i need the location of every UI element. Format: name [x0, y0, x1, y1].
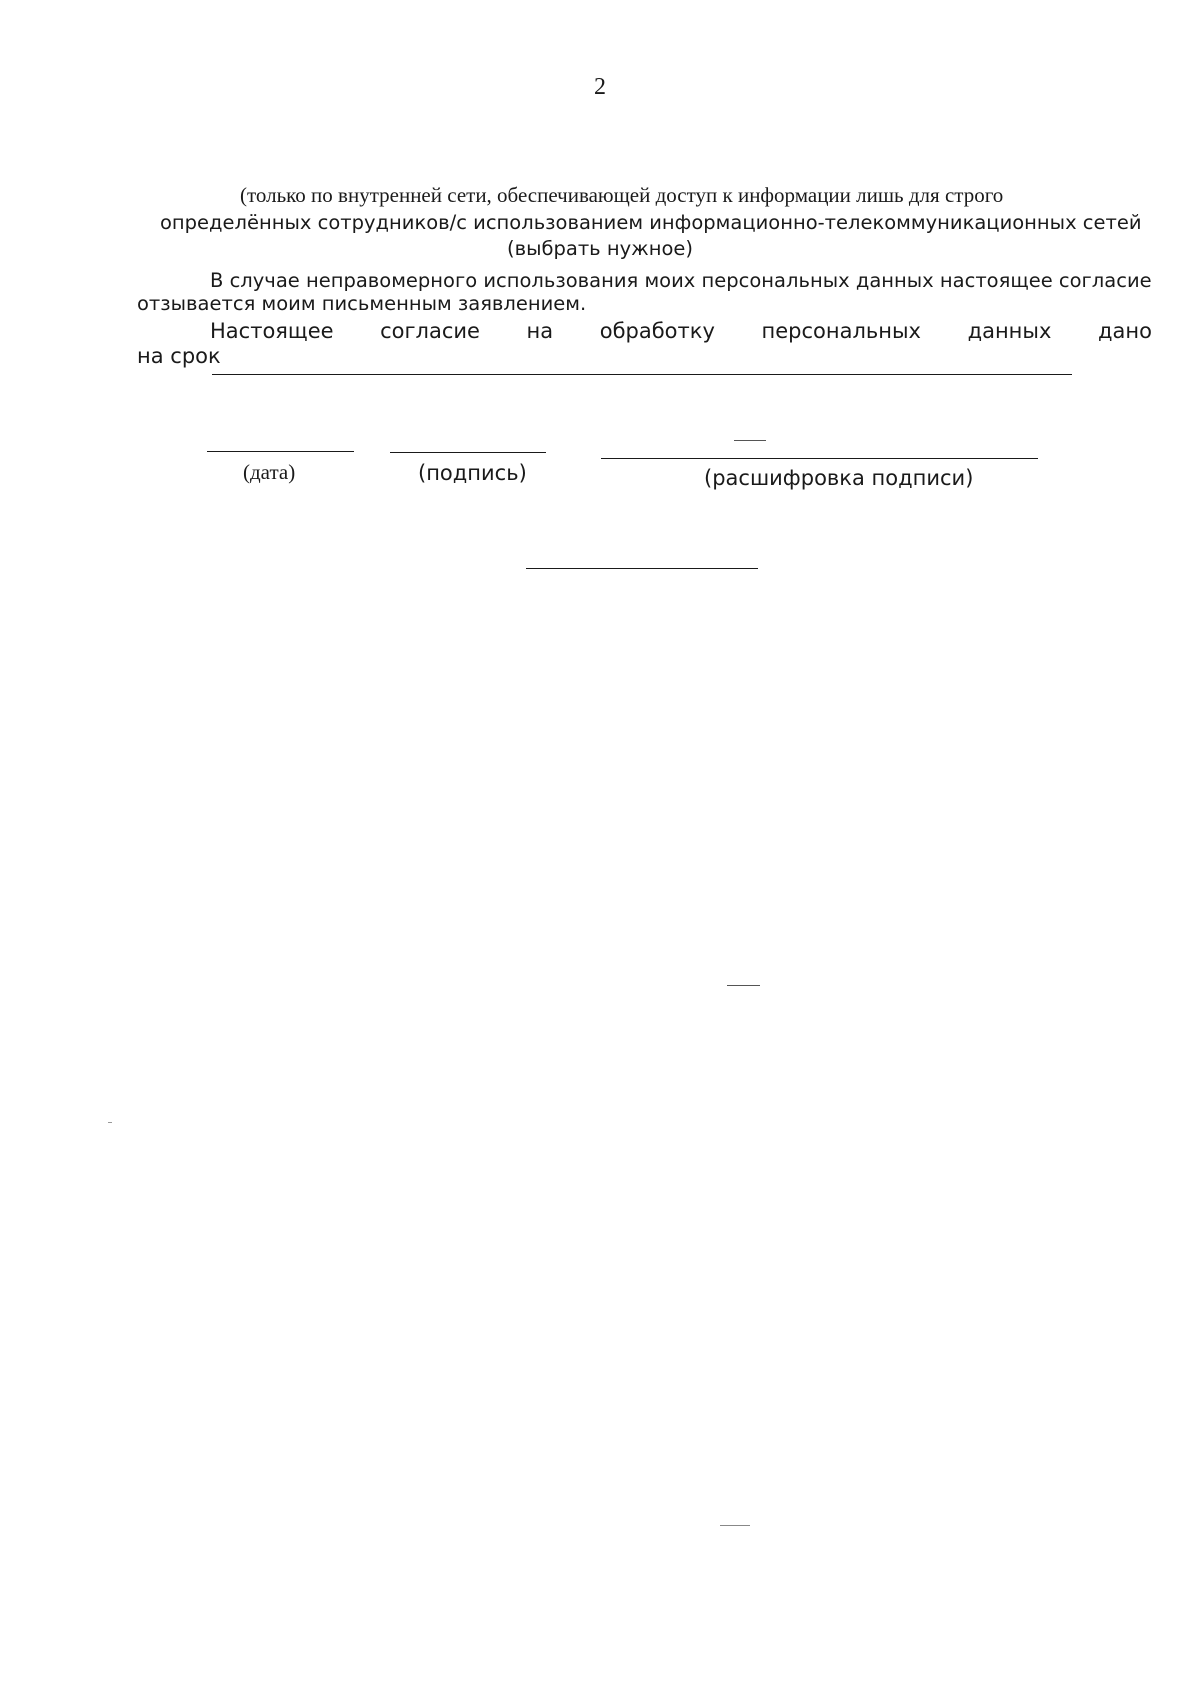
term-label: на срок: [137, 344, 221, 368]
scan-artifact: [720, 1525, 750, 1526]
consent-word: обработку: [599, 319, 715, 343]
consent-word: Настоящее: [210, 319, 334, 343]
scan-artifact: [734, 440, 766, 441]
paragraph-line-choice-note: (выбрать нужное): [506, 237, 694, 260]
paragraph-line: (только по внутренней сети, обеспечивающей доступ к информации лишь для строго: [240, 183, 1004, 207]
page-number: 2: [594, 74, 606, 100]
consent-word: данных: [967, 319, 1052, 343]
paragraph-line: определённых сотрудников/с использованием информационно-телекоммуникационных сетей: [160, 211, 1142, 234]
signature-decoding-caption: (расшифровка подписи): [704, 466, 974, 490]
consent-word: на: [526, 319, 554, 343]
signature-caption: (подпись): [418, 461, 527, 485]
signature-fill-line[interactable]: [390, 452, 546, 453]
signature-decoding-fill-line[interactable]: [601, 458, 1038, 459]
date-fill-line[interactable]: [207, 451, 354, 452]
consent-term-sentence: [210, 318, 1152, 344]
consent-word: персональных: [761, 319, 921, 343]
date-caption: (дата): [243, 460, 296, 484]
document-end-line: [526, 568, 758, 569]
consent-word: дано: [1098, 319, 1152, 343]
consent-word: согласие: [380, 319, 480, 343]
paragraph-line: отзывается моим письменным заявлением.: [137, 292, 587, 315]
term-fill-line[interactable]: [212, 374, 1072, 375]
scan-artifact: [727, 985, 760, 986]
scan-artifact: [108, 1122, 112, 1123]
paragraph-line: В случае неправомерного использования моих персональных данных настоящее согласие: [210, 269, 1152, 292]
